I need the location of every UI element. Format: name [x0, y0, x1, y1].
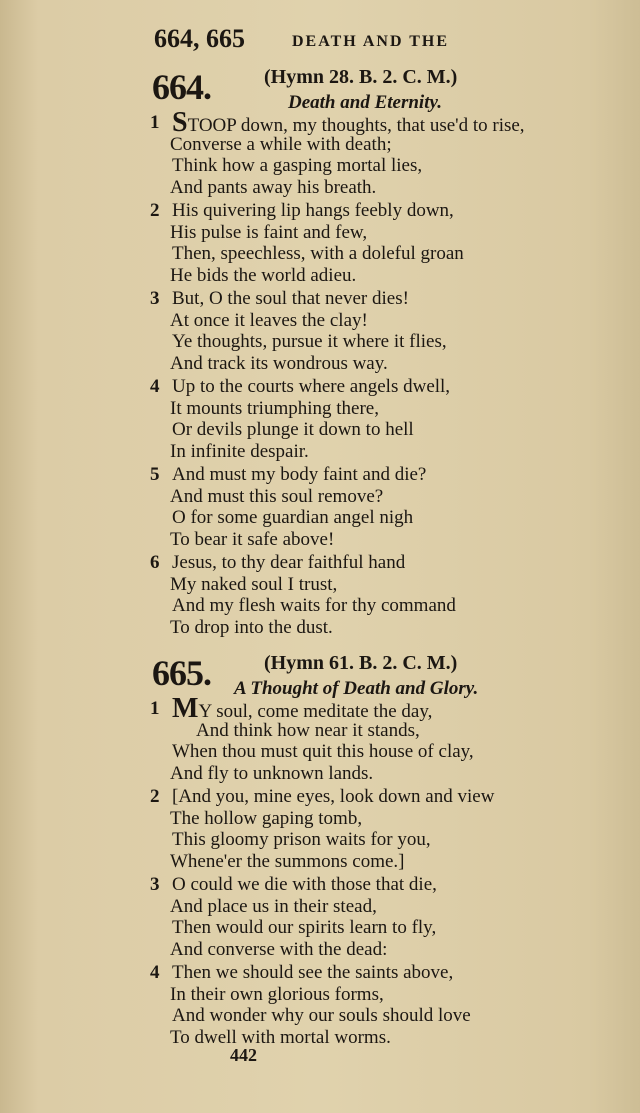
stanza-first-line: [150, 693, 620, 724]
stanza-line: And my flesh waits for thy command: [172, 595, 456, 617]
stanza-line: Or devils plunge it down to hell: [172, 419, 414, 441]
hymn-subtitle: Death and Eternity.: [288, 92, 442, 113]
stanza: [150, 962, 620, 1048]
stanza-line: My naked soul I trust,: [170, 573, 338, 595]
stanza-line: He bids the world adieu.: [170, 264, 357, 286]
stanza-line: And converse with the dead:: [170, 938, 388, 960]
stanza-number: 3: [150, 874, 160, 895]
stanza-line: O for some guardian angel nigh: [172, 507, 414, 529]
running-title: DEATH AND THE: [292, 33, 449, 50]
stanza: [150, 464, 620, 550]
line-text: Up to the courts where angels dwell,: [172, 376, 451, 397]
stanza-first-line: [150, 552, 620, 574]
stanza: [150, 288, 620, 374]
running-head: [154, 24, 574, 54]
stanza-line: And fly to unknown lands.: [170, 762, 374, 784]
drop-cap: S: [172, 107, 188, 138]
line-text: [And you, mine eyes, look down and view: [172, 786, 495, 807]
line-text: But, O the soul that never dies!: [172, 288, 409, 309]
stanza-line: In their own glorious forms,: [170, 983, 384, 1005]
stanza-line: And place us in their stead,: [170, 895, 377, 917]
stanza: [150, 786, 620, 872]
page-number-footer: 442: [230, 1045, 257, 1065]
hymn-number: 665.: [152, 653, 211, 693]
stanza: [150, 693, 620, 784]
stanza-first-line: [150, 288, 620, 310]
stanza-first-line: [150, 376, 620, 398]
stanza-number: 3: [150, 288, 160, 309]
stanza: [150, 200, 620, 286]
stanza-line: Ye thoughts, pursue it where it flies,: [172, 331, 447, 353]
line-text: TOOP down, my thoughts, that use'd to rise,: [187, 115, 525, 136]
line-text: Then we should see the saints above,: [172, 962, 454, 983]
line-text: Jesus, to thy dear faithful hand: [172, 552, 406, 573]
stanza-line: To drop into the dust.: [170, 616, 333, 638]
stanza: [150, 552, 620, 638]
hymn-heading: [152, 652, 572, 704]
stanza-line: Converse a while with death;: [170, 133, 392, 155]
stanza-first-line: [150, 786, 620, 808]
stanza-line: And think how near it stands,: [196, 719, 420, 741]
stanza-number: 5: [150, 464, 160, 485]
stanza-line: Whene'er the summons come.]: [170, 850, 405, 872]
stanza-number: 2: [150, 200, 160, 221]
stanza-first-line: [150, 200, 620, 222]
stanza: [150, 107, 620, 198]
stanza-line: To bear it safe above!: [170, 528, 335, 550]
stanza-line: To dwell with mortal worms.: [170, 1026, 391, 1048]
stanza-line: The hollow gaping tomb,: [170, 807, 363, 829]
stanza-line: Think how a gasping mortal lies,: [172, 155, 423, 177]
line-text: His quivering lip hangs feebly down,: [172, 200, 454, 221]
stanza-line: When thou must quit this house of clay,: [172, 741, 474, 763]
line-text: Y soul, come meditate the day,: [198, 701, 433, 722]
stanza-line: Then, speechless, with a doleful groan: [172, 243, 464, 265]
stanza-line: His pulse is faint and few,: [170, 221, 368, 243]
stanza-line: And wonder why our souls should love: [172, 1005, 471, 1027]
hymn-number: 664.: [152, 67, 211, 107]
stanza-first-line: [150, 464, 620, 486]
stanza-number: 4: [150, 376, 160, 397]
stanza-line: And pants away his breath.: [170, 176, 377, 198]
stanza-number: 4: [150, 962, 160, 983]
stanza-number: 1: [150, 698, 160, 719]
hymn-subtitle: A Thought of Death and Glory.: [234, 678, 479, 699]
stanza-first-line: [150, 874, 620, 896]
stanza-line: Then would our spirits learn to fly,: [172, 917, 437, 939]
line-text: And must my body faint and die?: [172, 464, 427, 485]
drop-cap: M: [172, 693, 199, 724]
page-numbers: 664, 665: [154, 24, 245, 53]
stanza-number: 2: [150, 786, 160, 807]
stanza-number: 6: [150, 552, 160, 573]
stanza: [150, 874, 620, 960]
stanza: [150, 376, 620, 462]
stanza-first-line: [150, 962, 620, 984]
hymn-reference: (Hymn 28. B. 2. C. M.): [264, 66, 458, 88]
hymn-heading: [152, 66, 572, 118]
stanza-line: And must this soul remove?: [170, 485, 384, 507]
stanza-first-line: [150, 107, 620, 138]
stanza-line: And track its wondrous way.: [170, 352, 388, 374]
line-text: O could we die with those that die,: [172, 874, 437, 895]
hymn-reference: (Hymn 61. B. 2. C. M.): [264, 652, 458, 674]
stanza-line: At once it leaves the clay!: [170, 309, 368, 331]
stanza-line: This gloomy prison waits for you,: [172, 829, 431, 851]
stanza-number: 1: [150, 112, 160, 133]
stanza-line: In infinite despair.: [170, 440, 309, 462]
stanza-line: It mounts triumphing there,: [170, 397, 379, 419]
